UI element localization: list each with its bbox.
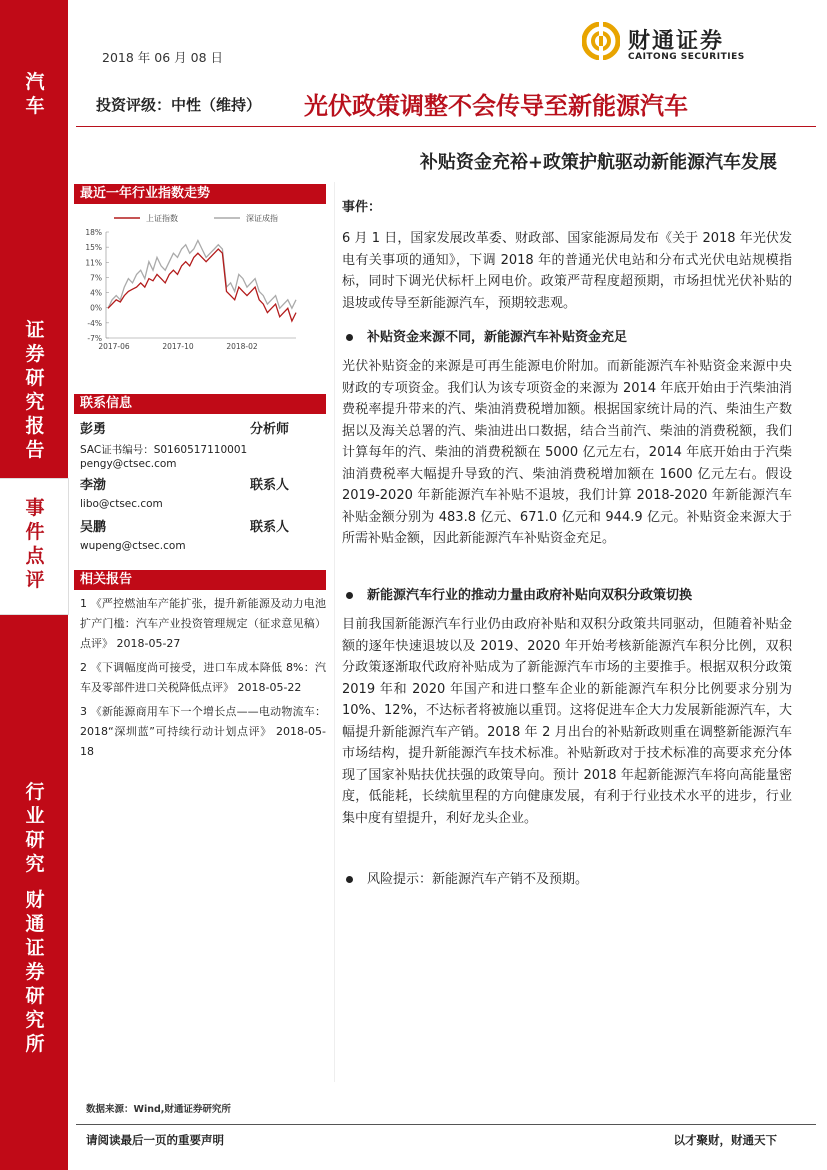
y-tick-label: 4%: [90, 288, 102, 298]
page-title: 光伏政策调整不会传导至新能源汽车: [304, 91, 688, 120]
column-divider: [334, 182, 335, 1082]
logo-cn: 财通证券: [628, 28, 725, 54]
x-tick-label: 2017-06: [98, 342, 130, 351]
sidebar-bottom-label: 行业研究: [25, 781, 45, 875]
event-label: 事件：: [342, 200, 382, 215]
risk-line: [342, 870, 792, 890]
index-chart-svg: [74, 206, 326, 354]
y-tick-label: 11%: [85, 258, 102, 268]
contact-email-2[interactable]: libo@ctsec.com: [80, 498, 163, 510]
related-report-item[interactable]: 1 《严控燃油车产能扩张，提升新能源及动力电池扩产门槛：汽车产业投资管理规定（征求意见稿）点评》 2018-05-27: [80, 597, 326, 650]
footer-divider: [76, 1124, 816, 1125]
legend-label: 深证成指: [246, 214, 278, 223]
bullet-dot-icon: [346, 592, 353, 599]
report-date: 2018 年 06 月 08 日: [102, 50, 223, 65]
logo-en: CAITONG SECURITIES: [628, 52, 745, 62]
y-tick-label: 0%: [90, 303, 102, 313]
bullet-dot-icon: [346, 334, 353, 341]
y-tick-label: -4%: [87, 318, 102, 328]
chart-section-heading: 最近一年行业指数走势: [74, 184, 326, 204]
legend-label: 上证指数: [146, 214, 178, 223]
logo: [582, 22, 762, 68]
paragraph-2: 目前我国新能源汽车行业仍由政府补贴和双积分政策共同驱动，但随着补贴金额的逐年快速退坡以及 2019、2020 年开始考核新能源汽车积分比例，双积分政策逐渐取代政府补贴成为了新能源汽车市场的主要推手。根据双积分政策 2019 年和 2020 年国产和进口整车企业的新能源汽车积分比例要求分别为 10%、12%，不达标者将被施以重罚。这将促进车企大力发展新能源汽车，大幅提升新能源汽车产销。2018 年 2 月出台的补贴新政则重在调整新能源汽车市场结构，提升新能源汽车技术标准。补贴新政对于技术标准的高要求充分体现了国家补贴扶优扶强的政策导向。预计 2018 年起新能源汽车将向高能量密度，低能耗，长续航里程的方向健康发展，有利于行业技术水平的进步，行业集中度有望提升，利好龙头企业。: [342, 617, 792, 826]
footer-disclaimer: 请阅读最后一页的重要声明: [86, 1133, 224, 1147]
y-tick-label: 15%: [85, 243, 102, 253]
sidebar-org-label: 财通证券研究所: [25, 889, 45, 1055]
related-report-item[interactable]: 2 《下调幅度尚可接受，进口车成本降低 8%：汽车及零部件进口关税降低点评》 2018-05-22: [80, 661, 326, 694]
bullet-heading-1: [342, 328, 792, 348]
sidebar-event-label: 事件点评: [25, 497, 45, 591]
paragraph-1: 光伏补贴资金的来源是可再生能源电价附加。而新能源汽车补贴资金来源中央财政的专项资金。我们认为该专项资金的来源为 2014 年底开始由于汽柴油消费税率提升带来的汽、柴油消费税增加额。根据国家统计局的汽、柴油生产数据以及海关总署的汽、柴油进出口数据，结合当前汽、柴油的消费税额，我们计算每年的汽、柴油的消费税额在 5000 亿元左右，2014 年底开始由于汽柴油消费税率大幅提升导致的汽、柴油消费税增加额在 1600 亿元左右。假设 2019-2020 年新能源汽车补贴不退坡，我们计算 2018-2020 年新能源汽车补贴金额分别为 483.8 亿元、671.0 亿元和 944.9 亿元。补贴资金来源大于所需补贴金额，因此新能源汽车补贴资金充足。: [342, 359, 792, 546]
bullet-heading-2: [342, 586, 792, 606]
title-divider: [76, 126, 816, 127]
risk-text: 风险提示：新能源汽车产销不及预期。: [367, 872, 589, 887]
y-tick-label: 18%: [85, 228, 102, 237]
x-tick-label: 2018-02: [226, 342, 258, 351]
bullet-text-1: 补贴资金来源不同，新能源汽车补贴资金充足: [367, 330, 628, 345]
series-line: [108, 241, 296, 309]
sidebar-middle-label: 证券研究报告: [25, 319, 45, 461]
contact-section-heading: 联系信息: [74, 394, 326, 414]
contact-name-2: 李渤: [80, 478, 107, 493]
index-chart: [74, 206, 326, 354]
investment-rating: 投资评级：中性（维持）: [96, 96, 262, 114]
contact-role-3: 联系人: [250, 520, 290, 535]
contact-name-3: 吴鹏: [80, 520, 107, 535]
logo-mark-icon: [582, 22, 620, 60]
contact-role-2: 联系人: [250, 478, 290, 493]
contact-name-1: 彭勇: [80, 422, 107, 437]
y-tick-label: 7%: [90, 273, 102, 283]
sidebar: [0, 0, 68, 1170]
related-reports: [80, 594, 326, 762]
contact-role-1: 分析师: [250, 422, 290, 437]
bullet-dot-icon: [346, 876, 353, 883]
related-section-heading: 相关报告: [74, 570, 326, 590]
data-source: 数据来源：Wind,财通证券研究所: [86, 1104, 231, 1115]
page-subtitle: 补贴资金充裕+政策护航驱动新能源汽车发展: [419, 152, 777, 173]
contact-license-1: SAC证书编号：S0160517110001: [80, 444, 248, 456]
series-line: [108, 249, 296, 321]
contact-email-1[interactable]: pengy@ctsec.com: [80, 458, 177, 470]
contact-email-3[interactable]: wupeng@ctsec.com: [80, 540, 186, 552]
related-report-item[interactable]: 3 《新能源商用车下一个增长点——电动物流车：2018“深圳蓝”可持续行动计划点评》 2018-05-18: [80, 705, 326, 758]
sidebar-top-label: 汽车: [25, 71, 45, 117]
contact-list: [80, 418, 320, 558]
bullet-text-2: 新能源汽车行业的推动力量由政府补贴向双积分政策切换: [367, 588, 693, 603]
event-text: 6 月 1 日，国家发展改革委、财政部、国家能源局发布《关于 2018 年光伏发电有关事项的通知》，下调 2018 年的普通光伏电站和分布式光伏电站规模指标，同时下调光伏标杆上网电价。政策严苛程度超预期，市场担忧光伏补贴的退坡或传导至新能源汽车，预期较悲观。: [342, 231, 792, 311]
footer-slogan: 以才聚财，财通天下: [673, 1133, 777, 1147]
x-tick-label: 2017-10: [162, 342, 194, 351]
y-tick-label: -7%: [87, 334, 102, 343]
